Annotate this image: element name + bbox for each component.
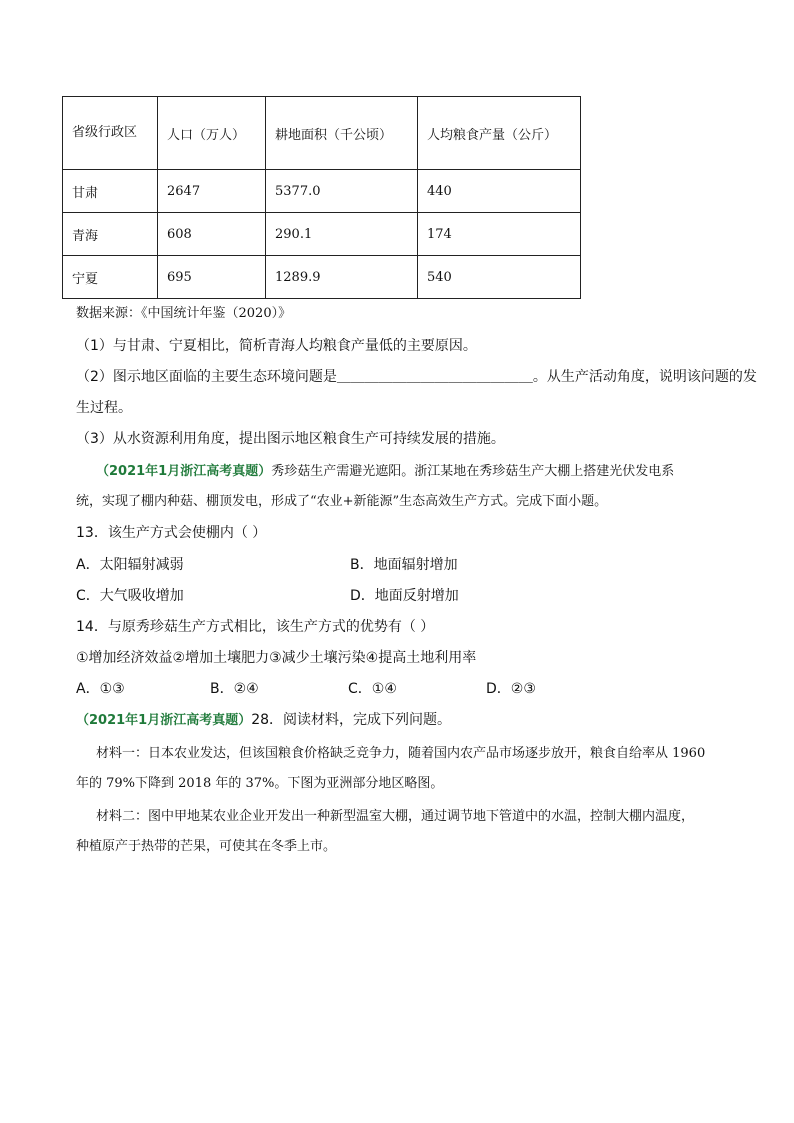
- header-cell: 耕地面积（千公顷）: [266, 97, 418, 170]
- intro-paragraph-1-cont: 统，实现了棚内种菇、棚顶发电，形成了“农业+新能源”生态高效生产方式。完成下面小题。: [76, 494, 608, 509]
- table-cell: 290.1: [266, 213, 418, 256]
- intro-paragraph-1: [96, 460, 674, 479]
- table-cell: 540: [418, 256, 581, 299]
- header-cell: 省级行政区: [63, 97, 158, 170]
- table-cell: 5377.0: [266, 170, 418, 213]
- exam-source-tag: （2021年1月浙江高考真题）: [76, 713, 252, 728]
- option-14-d: D．②③: [486, 681, 536, 697]
- question-12-1: （1）与甘肃、宁夏相比，简析青海人均粮食产量低的主要原因。: [76, 338, 477, 354]
- intro-text: 秀珍菇生产需避光遮阳。浙江某地在秀珍菇生产大棚上搭建光伏发电系: [271, 464, 675, 479]
- material-2: 材料二：图中甲地某农业企业开发出一种新型温室大棚，通过调节地下管道中的水温，控制大棚内温度，: [96, 809, 695, 824]
- question-12-2: （2）图示地区面临的主要生态环境问题是＿＿＿＿＿＿＿＿＿＿＿＿＿＿。从生产活动角度，说明该问题的发: [76, 369, 757, 385]
- question-12-3: （3）从水资源利用角度，提出图示地区粮食生产可持续发展的措施。: [76, 431, 505, 447]
- exam-source-tag: （2021年1月浙江高考真题）: [96, 464, 272, 479]
- table-cell: 甘肃: [63, 170, 158, 213]
- table-cell: 2647: [158, 170, 266, 213]
- option-13-c: C．大气吸收增加: [76, 588, 184, 604]
- table-header-row: [63, 97, 581, 170]
- option-13-a: A．太阳辐射减弱: [76, 557, 184, 573]
- option-14-c: C．①④: [348, 681, 397, 697]
- header-cell: 人均粮食产量（公斤）: [418, 97, 581, 170]
- option-13-b: B．地面辐射增加: [350, 557, 458, 573]
- question-14-stem: 14．与原秀珍菇生产方式相比，该生产方式的优势有（ ）: [76, 619, 435, 635]
- table-cell: 695: [158, 256, 266, 299]
- table-row: [63, 213, 581, 256]
- table-source: 数据来源：《中国统计年鉴（2020）》: [76, 306, 292, 321]
- table-cell: 174: [418, 213, 581, 256]
- option-14-a: A．①③: [76, 681, 125, 697]
- table-cell: 宁夏: [63, 256, 158, 299]
- table-cell: 440: [418, 170, 581, 213]
- table-cell: 青海: [63, 213, 158, 256]
- material-1-cont: 年的 79%下降到 2018 年的 37%。下图为亚洲部分地区略图。: [76, 776, 444, 791]
- table-cell: 1289.9: [266, 256, 418, 299]
- option-13-d: D．地面反射增加: [350, 588, 459, 604]
- question-13-stem: 13．该生产方式会使棚内（ ）: [76, 525, 267, 541]
- table-cell: 608: [158, 213, 266, 256]
- material-1: 材料一：日本农业发达，但该国粮食价格缺乏竞争力，随着国内农产品市场逐步放开，粮食自给率从 1960: [96, 746, 706, 761]
- question-28-stem: [76, 709, 451, 729]
- table-row: [63, 170, 581, 213]
- option-14-b: B．②④: [210, 681, 259, 697]
- question-28-text: 28．阅读材料，完成下列问题。: [251, 712, 452, 728]
- question-12-2-cont: 生过程。: [76, 400, 132, 416]
- grain-data-table: [62, 96, 581, 299]
- header-cell: 人口（万人）: [158, 97, 266, 170]
- table-row: [63, 256, 581, 299]
- material-2-cont: 种植原产于热带的芒果，可使其在冬季上市。: [76, 839, 337, 854]
- question-14-items: ①增加经济效益②增加土壤肥力③减少土壤污染④提高土地利用率: [76, 650, 477, 666]
